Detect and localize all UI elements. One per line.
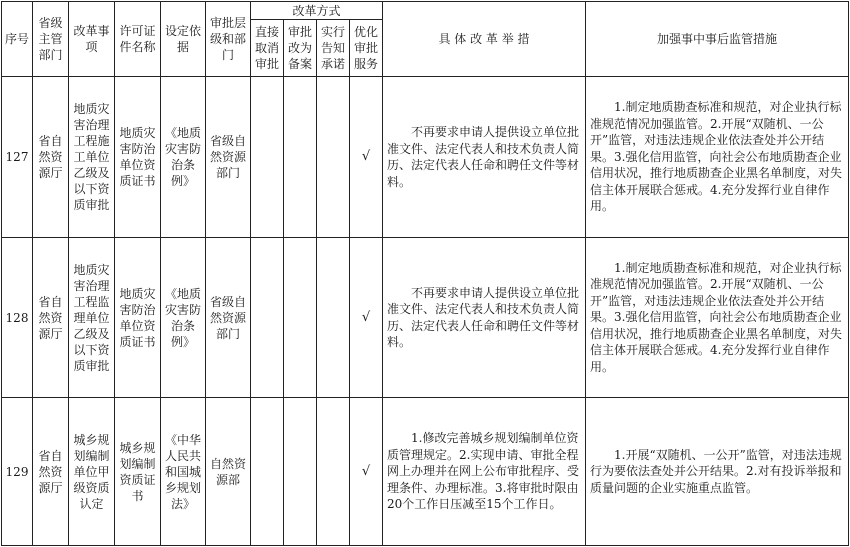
row-promise: [317, 238, 350, 398]
row-level: 省级自然资源部门: [206, 238, 251, 398]
table-row: [2, 77, 849, 238]
row-basis: 《中华人民共和国城乡规划法》: [161, 398, 206, 546]
row-seq: 129: [2, 398, 33, 546]
header-supervision: 加强事中事后监管措施: [586, 2, 849, 77]
row-basis: 《地质灾害防治条例》: [161, 238, 206, 398]
row-seq: 128: [2, 238, 33, 398]
header-cancel: 直接取消审批: [251, 20, 284, 77]
row-supervision: 1.制定地质勘查标准和规范，对企业执行标准规范情况加强监管。2.开展“双随机、一公开”监管，对违法违规企业依法查处并公开结果。3.强化信用监管，向社会公布地质勘查企业信用状况，推行地质勘查企业黑名单制度，对失信主体开展联合惩戒。4.充分发挥行业自律作用。: [586, 77, 849, 238]
row-optimize-check: √: [350, 398, 383, 546]
header-measures: 具 体 改 革 举 措: [383, 2, 586, 77]
header-level: 审批层级和部门: [206, 2, 251, 77]
header-record: 审批改为备案: [284, 20, 317, 77]
row-dept: 省自然资源厅: [33, 238, 69, 398]
table-row: [2, 238, 849, 398]
row-record: [284, 398, 317, 546]
header-reform-group: 改革方式: [251, 2, 383, 20]
reform-table: [1, 1, 849, 546]
row-license: 城乡规划编制资质证书: [115, 398, 161, 546]
row-cancel: [251, 398, 284, 546]
row-supervision: 1.制定地质勘查标准和规范，对企业执行标准规范情况加强监管。2.开展“双随机、一公开”监管，对违法违规企业依法查处并公开结果。3.强化信用监管，向社会公布地质勘查企业信用状况，推行地质勘查企业黑名单制度，对失信主体开展联合惩戒。4.充分发挥行业自律作用。: [586, 238, 849, 398]
row-dept: 省自然资源厅: [33, 398, 69, 546]
table-row: [2, 398, 849, 546]
row-seq: 127: [2, 77, 33, 238]
row-level: 省级自然资源部门: [206, 77, 251, 238]
header-dept: 省级主管部门: [33, 2, 69, 77]
row-measures: 不再要求申请人提供设立单位批准文件、法定代表人和技术负责人简历、法定代表人任命和聘任文件等材料。: [383, 77, 586, 238]
row-cancel: [251, 77, 284, 238]
header-optimize: 优化审批服务: [350, 20, 383, 77]
row-record: [284, 238, 317, 398]
row-supervision: 1.开展“双随机、一公开”监管，对违法违规行为要依法查处并公开结果。2.对有投诉举报和质量问题的企业实施重点监管。: [586, 398, 849, 546]
row-record: [284, 77, 317, 238]
row-cancel: [251, 238, 284, 398]
row-measures: 不再要求申请人提供设立单位批准文件、法定代表人和技术负责人简历、法定代表人任命和聘任文件等材料。: [383, 238, 586, 398]
header-license: 许可证件名称: [115, 2, 161, 77]
row-level: 自然资源部: [206, 398, 251, 546]
row-item: 地质灾害治理工程施工单位乙级及以下资质审批: [69, 77, 115, 238]
row-optimize-check: √: [350, 238, 383, 398]
row-item: 城乡规划编制单位甲级资质认定: [69, 398, 115, 546]
header-promise: 实行告知承诺: [317, 20, 350, 77]
header-basis: 设定依据: [161, 2, 206, 77]
row-promise: [317, 398, 350, 546]
row-dept: 省自然资源厅: [33, 77, 69, 238]
row-item: 地质灾害治理工程监理单位乙级及以下资质审批: [69, 238, 115, 398]
row-measures: 1.修改完善城乡规划编制单位资质管理规定。2.实现申请、审批全程网上办理并在网上公布审批程序、受理条件、办理标准。3.将审批时限由20个工作日压减至15个工作日。: [383, 398, 586, 546]
header-seq: 序号: [2, 2, 33, 77]
row-basis: 《地质灾害防治条例》: [161, 77, 206, 238]
row-license: 地质灾害防治单位资质证书: [115, 77, 161, 238]
row-optimize-check: √: [350, 77, 383, 238]
row-promise: [317, 77, 350, 238]
row-license: 地质灾害防治单位资质证书: [115, 238, 161, 398]
header-item: 改革事项: [69, 2, 115, 77]
